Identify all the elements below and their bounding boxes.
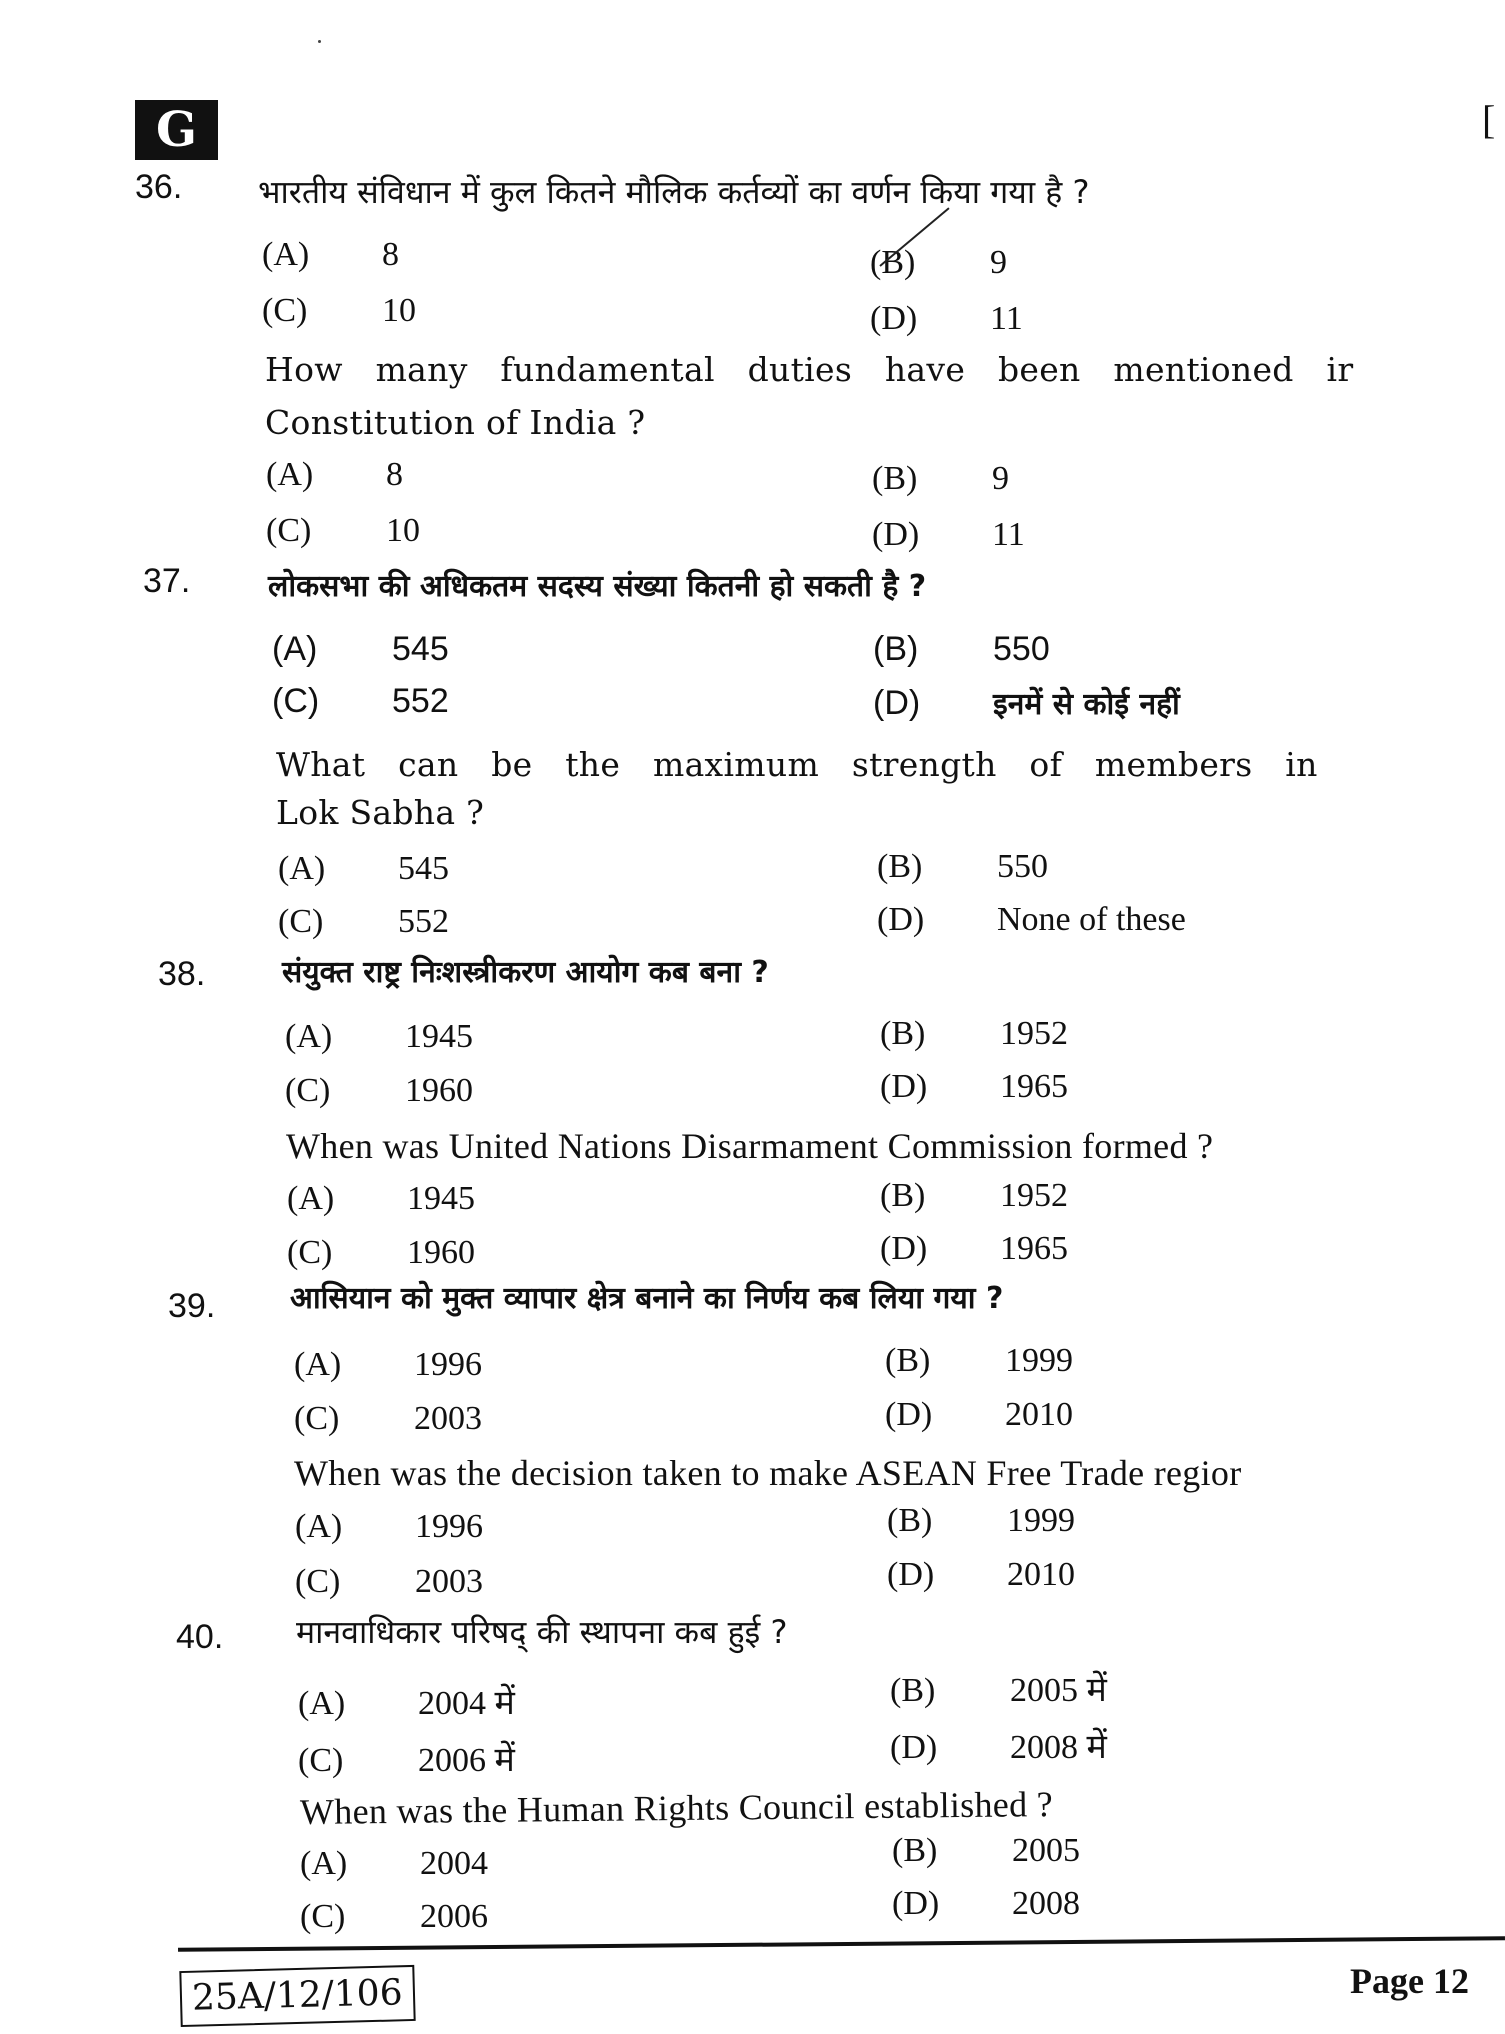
option-c[interactable]: (C) 2006 [300, 1898, 488, 1935]
question-number: 39. [168, 1287, 216, 1325]
option-d[interactable]: (D) 2010 [887, 1556, 1075, 1593]
paper-code-box: 25A/12/106 [179, 1965, 415, 2027]
option-b[interactable]: (B) 550 [873, 630, 1050, 668]
option-d-marked[interactable]: (D) 11 [870, 300, 1023, 337]
option-a[interactable]: (A) 1945 [287, 1180, 475, 1217]
scan-speck [318, 40, 321, 43]
question-text-hindi: मानवाधिकार परिषद् की स्थापना कब हुई ? [296, 1613, 788, 1651]
option-a[interactable]: (A) 8 [262, 236, 399, 273]
option-d[interactable]: (D) 2008 [892, 1885, 1080, 1922]
footer-divider [178, 1936, 1505, 1952]
option-c[interactable]: (C) 552 [272, 682, 449, 720]
option-c[interactable]: (C) 10 [266, 512, 420, 549]
option-a[interactable]: (A) 1996 [294, 1346, 482, 1383]
option-b[interactable]: (B) 2005 में [890, 1672, 1107, 1709]
option-b[interactable]: (B) 1999 [887, 1502, 1075, 1539]
question-text-english: When was the Human Rights Council established ? [299, 1784, 1054, 1832]
option-a[interactable]: (A) 8 [266, 456, 403, 493]
option-d[interactable]: (D) 2010 [885, 1396, 1073, 1433]
margin-bracket: [ [1482, 97, 1496, 142]
option-b[interactable]: (B) 9 [870, 244, 1007, 281]
question-text-english: When was the decision taken to make ASEAN Free Trade regior [294, 1453, 1242, 1493]
question-text-hindi: संयुक्त राष्ट्र निःशस्त्रीकरण आयोग कब बना ? [282, 955, 769, 990]
question-text-english: When was United Nations Disarmament Commission formed ? [286, 1126, 1214, 1166]
question-number: 36. [135, 168, 183, 206]
option-c[interactable]: (C) 552 [278, 903, 449, 940]
option-d[interactable]: (D) 1965 [880, 1068, 1068, 1105]
option-b[interactable]: (B) 1999 [885, 1342, 1073, 1379]
option-d[interactable]: (D) 11 [872, 516, 1025, 553]
question-text-english-cont: Lok Sabha ? [276, 793, 485, 832]
option-c[interactable]: (C) 2003 [294, 1400, 482, 1437]
option-d[interactable]: (D) None of these [877, 901, 1186, 938]
question-text-hindi: आसियान को मुक्त व्यापार क्षेत्र बनाने का निर्णय कब लिया गया ? [290, 1281, 1004, 1316]
option-b[interactable]: (B) 1952 [880, 1177, 1068, 1214]
option-c[interactable]: (C) 1960 [287, 1234, 475, 1271]
option-d[interactable]: (D) इनमें से कोई नहीं [873, 684, 1180, 722]
option-b[interactable]: (B) 9 [872, 460, 1009, 497]
option-b[interactable]: (B) 550 [877, 848, 1048, 885]
question-text-english: How many fundamental duties have been mentioned ir [265, 350, 1354, 389]
question-number: 37. [143, 562, 191, 600]
question-text-hindi: लोकसभा की अधिकतम सदस्य संख्या कितनी हो सकती है ? [268, 569, 927, 604]
option-a[interactable]: (A) 2004 में [298, 1685, 515, 1722]
question-text-english-cont: Constitution of India ? [265, 403, 646, 442]
option-b[interactable]: (B) 1952 [880, 1015, 1068, 1052]
option-c[interactable]: (C) 2003 [295, 1563, 483, 1600]
option-b[interactable]: (B) 2005 [892, 1832, 1080, 1869]
question-number: 38. [158, 955, 206, 993]
option-a[interactable]: (A) 545 [278, 850, 449, 887]
option-c[interactable]: (C) 1960 [285, 1072, 473, 1109]
question-text-english: What can be the maximum strength of members in [276, 745, 1318, 784]
option-a[interactable]: (A) 1996 [295, 1508, 483, 1545]
option-a[interactable]: (A) 545 [272, 630, 449, 668]
option-a[interactable]: (A) 2004 [300, 1845, 488, 1882]
question-number: 40. [176, 1618, 224, 1656]
page-number: Page 12 [1350, 1961, 1469, 2001]
option-c[interactable]: (C) 2006 में [298, 1742, 515, 1779]
option-d[interactable]: (D) 1965 [880, 1230, 1068, 1267]
option-a[interactable]: (A) 1945 [285, 1018, 473, 1055]
option-d[interactable]: (D) 2008 में [890, 1729, 1107, 1766]
option-c[interactable]: (C) 10 [262, 292, 416, 329]
set-label-badge: G [135, 100, 218, 160]
question-text-hindi: भारतीय संविधान में कुल कितने मौलिक कर्तव्यों का वर्णन किया गया है ? [258, 173, 1090, 211]
